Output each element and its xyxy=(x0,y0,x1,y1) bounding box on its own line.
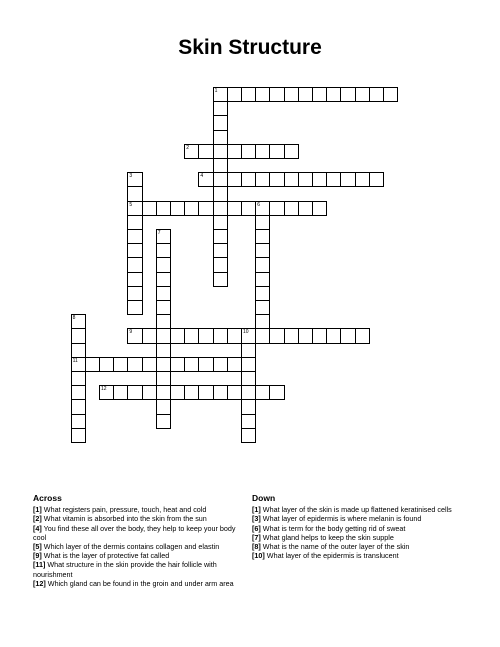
grid-cell[interactable] xyxy=(241,201,256,216)
clue-number-label: 11 xyxy=(72,357,78,364)
clue-across-11 xyxy=(33,560,241,578)
across-heading: Across xyxy=(33,493,62,503)
grid-cell[interactable] xyxy=(340,87,355,102)
grid-cell[interactable] xyxy=(255,257,270,272)
grid-cell[interactable] xyxy=(127,172,142,187)
grid-cell[interactable] xyxy=(298,172,313,187)
grid-cell[interactable] xyxy=(241,87,256,102)
grid-cell[interactable] xyxy=(213,385,228,400)
clue-number-label: 7 xyxy=(157,230,161,236)
grid-cell[interactable] xyxy=(255,229,270,244)
grid-cell[interactable] xyxy=(156,314,171,329)
clue-text: What is term for the body getting rid of sweat xyxy=(262,523,406,533)
grid-cell[interactable] xyxy=(127,286,142,301)
grid-cell[interactable] xyxy=(127,272,142,287)
clue-number-label: 1 xyxy=(214,88,218,94)
grid-cell[interactable] xyxy=(213,144,228,159)
clue-number: [12] xyxy=(33,578,46,588)
page-title: Skin Structure xyxy=(178,36,322,59)
clue-number-label: 6 xyxy=(257,201,260,208)
grid-cell[interactable] xyxy=(213,243,228,258)
grid-cell[interactable] xyxy=(284,172,299,187)
grid-cell[interactable] xyxy=(312,87,327,102)
grid-cell[interactable] xyxy=(213,186,228,201)
grid-cell[interactable] xyxy=(127,257,142,272)
grid-cell[interactable] xyxy=(269,328,284,343)
clue-across-2 xyxy=(33,514,241,523)
grid-cell[interactable] xyxy=(241,385,256,400)
clue-number: [9] xyxy=(33,551,42,561)
grid-cell[interactable] xyxy=(71,357,86,372)
grid-cell[interactable] xyxy=(326,172,341,187)
grid-cell[interactable] xyxy=(198,144,213,159)
grid-cell[interactable] xyxy=(71,385,86,400)
grid-cell[interactable] xyxy=(127,243,142,258)
clue-text: What layer of the skin is made up flattened keratinised cells xyxy=(262,505,452,515)
grid-cell[interactable] xyxy=(213,229,228,244)
grid-cell[interactable] xyxy=(255,300,270,315)
grid-cell[interactable] xyxy=(99,385,114,400)
grid-cell[interactable] xyxy=(255,201,270,216)
grid-cell[interactable] xyxy=(255,272,270,287)
grid-cell[interactable] xyxy=(227,385,242,400)
grid-cell[interactable] xyxy=(326,328,341,343)
clue-number-label: 12 xyxy=(101,386,107,393)
grid-cell[interactable] xyxy=(184,385,199,400)
grid-cell[interactable] xyxy=(127,186,142,201)
grid-cell[interactable] xyxy=(127,229,142,244)
grid-cell[interactable] xyxy=(156,399,171,414)
clue-down-10 xyxy=(252,551,457,560)
grid-cell[interactable] xyxy=(355,87,370,102)
clue-number: [10] xyxy=(252,551,265,561)
grid-cell[interactable] xyxy=(227,201,242,216)
clue-number-label: 3 xyxy=(129,173,133,180)
grid-cell[interactable] xyxy=(213,101,228,116)
grid-cell[interactable] xyxy=(255,243,270,258)
grid-cell[interactable] xyxy=(241,428,256,443)
grid-cell[interactable] xyxy=(355,172,370,187)
grid-cell[interactable] xyxy=(284,201,299,216)
clue-down-7 xyxy=(252,533,457,542)
grid-cell[interactable] xyxy=(198,172,213,187)
grid-cell[interactable] xyxy=(127,215,142,230)
grid-cell[interactable] xyxy=(198,328,213,343)
grid-cell[interactable] xyxy=(71,399,86,414)
clue-text: What gland helps to keep the skin supple xyxy=(262,532,394,542)
grid-cell[interactable] xyxy=(85,357,100,372)
across-clues xyxy=(33,494,241,588)
grid-cell[interactable] xyxy=(241,328,256,343)
grid-cell[interactable] xyxy=(198,357,213,372)
grid-cell[interactable] xyxy=(213,87,228,102)
clue-across-5 xyxy=(33,542,241,551)
grid-cell[interactable] xyxy=(156,257,171,272)
grid-cell[interactable] xyxy=(142,385,157,400)
grid-cell[interactable] xyxy=(298,87,313,102)
grid-cell[interactable] xyxy=(269,87,284,102)
grid-cell[interactable] xyxy=(241,343,256,358)
clue-text: What layer of epidermis is where melanin is found xyxy=(262,514,422,524)
grid-cell[interactable] xyxy=(255,172,270,187)
grid-cell[interactable] xyxy=(142,328,157,343)
grid-cell[interactable] xyxy=(284,144,299,159)
grid-cell[interactable] xyxy=(298,201,313,216)
clue-down-6 xyxy=(252,524,457,533)
grid-cell[interactable] xyxy=(156,272,171,287)
grid-cell[interactable] xyxy=(71,328,86,343)
grid-cell[interactable] xyxy=(71,414,86,429)
grid-cell[interactable] xyxy=(241,399,256,414)
clue-across-12 xyxy=(33,579,241,588)
clue-text: What is the layer of protective fat called xyxy=(43,551,170,561)
clue-number: [7] xyxy=(252,532,261,542)
clue-number: [5] xyxy=(33,542,42,552)
grid-cell[interactable] xyxy=(241,371,256,386)
grid-cell[interactable] xyxy=(213,130,228,145)
clue-across-1 xyxy=(33,505,241,514)
clue-number-label: 9 xyxy=(129,329,133,336)
grid-cell[interactable] xyxy=(227,172,242,187)
grid-cell[interactable] xyxy=(355,328,370,343)
grid-cell[interactable] xyxy=(170,201,185,216)
grid-cell[interactable] xyxy=(269,172,284,187)
grid-cell[interactable] xyxy=(383,87,398,102)
grid-cell[interactable] xyxy=(71,371,86,386)
grid-cell[interactable] xyxy=(241,144,256,159)
grid-cell[interactable] xyxy=(99,357,114,372)
clue-number-label: 2 xyxy=(186,144,189,151)
grid-cell[interactable] xyxy=(198,201,213,216)
grid-cell[interactable] xyxy=(113,385,128,400)
grid-cell[interactable] xyxy=(213,257,228,272)
clue-number: [1] xyxy=(33,505,42,515)
clue-across-4 xyxy=(33,524,241,542)
grid-cell[interactable] xyxy=(340,172,355,187)
grid-cell[interactable] xyxy=(255,87,270,102)
grid-cell[interactable] xyxy=(71,428,86,443)
grid-cell[interactable] xyxy=(156,414,171,429)
clue-text: What vitamin is absorbed into the skin from the sun xyxy=(43,514,207,524)
grid-cell[interactable] xyxy=(184,357,199,372)
grid-cell[interactable] xyxy=(127,300,142,315)
grid-cell[interactable] xyxy=(156,229,171,244)
grid-cell[interactable] xyxy=(127,328,142,343)
clue-text: What layer of the epidermis is translucent xyxy=(266,551,399,561)
grid-cell[interactable] xyxy=(127,385,142,400)
grid-cell[interactable] xyxy=(227,328,242,343)
clue-down-8 xyxy=(252,542,457,551)
grid-cell[interactable] xyxy=(127,201,142,216)
grid-cell[interactable] xyxy=(156,286,171,301)
grid-cell[interactable] xyxy=(213,272,228,287)
grid-cell[interactable] xyxy=(227,357,242,372)
clue-text: You find these all over the body, they help to keep your body cool xyxy=(33,523,236,542)
grid-cell[interactable] xyxy=(213,357,228,372)
grid-cell[interactable] xyxy=(227,87,242,102)
grid-cell[interactable] xyxy=(241,357,256,372)
clue-number-label: 4 xyxy=(200,173,204,180)
grid-cell[interactable] xyxy=(170,385,185,400)
grid-cell[interactable] xyxy=(269,144,284,159)
grid-cell[interactable] xyxy=(156,357,171,372)
grid-cell[interactable] xyxy=(213,215,228,230)
down-clues xyxy=(252,494,457,560)
grid-cell[interactable] xyxy=(156,371,171,386)
grid-cell[interactable] xyxy=(113,357,128,372)
grid-cell[interactable] xyxy=(269,201,284,216)
grid-cell[interactable] xyxy=(269,385,284,400)
grid-cell[interactable] xyxy=(170,328,185,343)
grid-cell[interactable] xyxy=(142,201,157,216)
grid-cell[interactable] xyxy=(255,385,270,400)
grid-cell[interactable] xyxy=(170,357,185,372)
grid-cell[interactable] xyxy=(156,328,171,343)
clue-across-9 xyxy=(33,551,241,560)
grid-cell[interactable] xyxy=(156,343,171,358)
clue-number: [11] xyxy=(33,560,46,570)
grid-cell[interactable] xyxy=(284,87,299,102)
grid-cell[interactable] xyxy=(227,144,242,159)
grid-cell[interactable] xyxy=(241,414,256,429)
grid-cell[interactable] xyxy=(326,87,341,102)
clue-number-label: 8 xyxy=(72,315,76,322)
clue-down-3 xyxy=(252,514,457,523)
grid-cell[interactable] xyxy=(184,144,199,159)
down-heading: Down xyxy=(252,493,276,503)
clue-number: [1] xyxy=(252,505,261,515)
grid-cell[interactable] xyxy=(255,286,270,301)
grid-cell[interactable] xyxy=(213,172,228,187)
clue-number: [2] xyxy=(33,514,42,524)
clue-text: What structure in the skin provide the hair follicle with nourishment xyxy=(33,560,217,579)
grid-cell[interactable] xyxy=(369,172,384,187)
grid-cell[interactable] xyxy=(213,115,228,130)
grid-cell[interactable] xyxy=(312,328,327,343)
grid-cell[interactable] xyxy=(71,314,86,329)
clue-text: What is the name of the outer layer of the skin xyxy=(262,542,410,552)
clue-number: [8] xyxy=(252,542,261,552)
grid-cell[interactable] xyxy=(142,357,157,372)
clue-number-label: 5 xyxy=(129,201,133,208)
grid-cell[interactable] xyxy=(127,357,142,372)
grid-cell[interactable] xyxy=(255,314,270,329)
clue-text: What registers pain, pressure, touch, heat and cold xyxy=(43,505,207,515)
grid-cell[interactable] xyxy=(255,328,270,343)
clue-number: [3] xyxy=(252,514,261,524)
grid-cell[interactable] xyxy=(312,201,327,216)
clue-number: [6] xyxy=(252,523,261,533)
grid-cell[interactable] xyxy=(213,328,228,343)
grid-cell[interactable] xyxy=(198,385,213,400)
grid-cell[interactable] xyxy=(184,201,199,216)
grid-cell[interactable] xyxy=(255,144,270,159)
grid-cell[interactable] xyxy=(284,328,299,343)
grid-cell[interactable] xyxy=(369,87,384,102)
grid-cell[interactable] xyxy=(156,385,171,400)
grid-cell[interactable] xyxy=(156,201,171,216)
grid-cell[interactable] xyxy=(184,328,199,343)
grid-cell[interactable] xyxy=(213,158,228,173)
clue-text: Which gland can be found in the groin and under arm area xyxy=(47,578,234,588)
clue-number: [4] xyxy=(33,523,42,533)
grid-cell[interactable] xyxy=(241,172,256,187)
grid-cell[interactable] xyxy=(213,201,228,216)
grid-cell[interactable] xyxy=(312,172,327,187)
grid-cell[interactable] xyxy=(340,328,355,343)
grid-cell[interactable] xyxy=(156,300,171,315)
grid-cell[interactable] xyxy=(71,343,86,358)
grid-cell[interactable] xyxy=(298,328,313,343)
grid-cell[interactable] xyxy=(255,215,270,230)
clue-number-label: 10 xyxy=(243,329,249,336)
clue-text: Which layer of the dermis contains collagen and elastin xyxy=(43,542,220,552)
clue-down-1 xyxy=(252,505,457,514)
grid-cell[interactable] xyxy=(156,243,171,258)
